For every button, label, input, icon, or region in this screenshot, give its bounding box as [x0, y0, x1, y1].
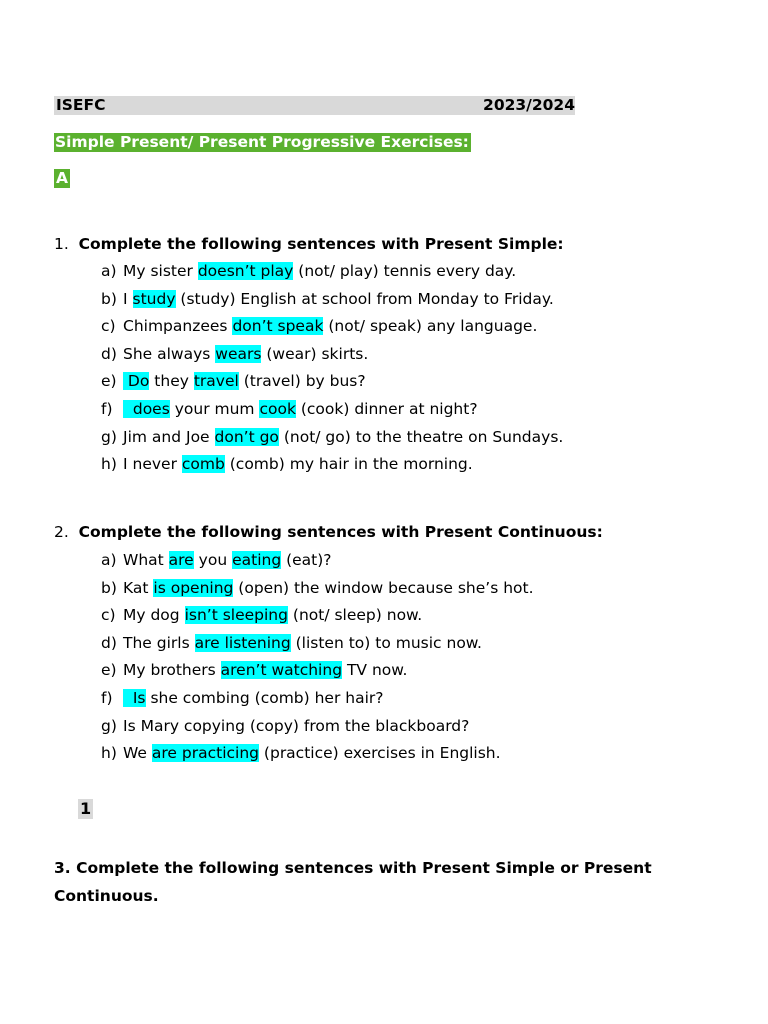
answer-highlight: travel: [193, 372, 239, 391]
school-name: ISEFC: [56, 96, 106, 114]
question-1-heading: [54, 234, 564, 254]
exercise-item: [101, 605, 422, 625]
answer-highlight: are practicing: [151, 744, 259, 763]
item-text: (listen to) to music now.: [290, 633, 482, 652]
item-text: (comb) my hair in the morning.: [224, 455, 473, 474]
item-label: g): [101, 716, 117, 735]
item-label: e): [101, 372, 117, 391]
item-text: (not/ speak) any language.: [323, 317, 538, 336]
exercise-item: [101, 289, 554, 309]
item-label: b): [101, 289, 117, 308]
item-label: b): [101, 578, 117, 597]
page-number: 1: [80, 799, 92, 818]
item-text: she combing (comb) her hair?: [145, 689, 384, 707]
exercise-item: [101, 688, 384, 708]
item-text: My sister: [123, 262, 198, 280]
answer-highlight: study: [132, 289, 176, 308]
answer-highlight: don’t speak: [232, 317, 324, 336]
exercise-item: [101, 399, 478, 419]
item-text: We: [123, 744, 152, 763]
item-label: g): [101, 427, 117, 446]
item-text: Chimpanzees: [123, 317, 233, 336]
item-text: Is Mary copying (copy) from the blackboard?: [123, 716, 470, 735]
item-text: (study) English at school from Monday to Friday.: [175, 289, 554, 308]
exercise-item: [101, 371, 366, 391]
item-text: TV now.: [342, 661, 408, 680]
answer-highlight: isn’t sleeping: [184, 606, 288, 625]
item-label: h): [101, 744, 117, 763]
item-text: (open) the window because she’s hot.: [233, 578, 534, 597]
item-label: d): [101, 344, 117, 363]
answer-highlight: aren’t watching: [220, 661, 343, 680]
exercise-item: [101, 743, 501, 763]
item-text: Kat: [123, 578, 154, 597]
item-text: your mum: [169, 400, 260, 418]
exercise-item: [101, 660, 407, 680]
exercise-item: [101, 316, 537, 336]
item-text: (travel) by bus?: [238, 372, 366, 391]
question-number: 2.: [54, 523, 74, 541]
exercise-item: [101, 550, 332, 570]
item-text: I never: [123, 455, 182, 474]
item-text: I: [123, 289, 133, 308]
exercise-item: [101, 716, 469, 736]
question-2-heading: [54, 522, 603, 542]
answer-highlight: Do: [123, 372, 150, 391]
question-text: Complete the following sentences with Present Continuous:: [78, 523, 603, 541]
exercise-item: [101, 454, 473, 474]
item-label: a): [101, 551, 117, 569]
question-3-heading: 3. Complete the following sentences with Present Simple or Present Continuous.: [54, 859, 652, 905]
answer-highlight: eating: [232, 551, 282, 569]
answer-highlight: Is: [123, 689, 146, 707]
item-text: What: [123, 551, 169, 569]
worksheet-title: Simple Present/ Present Progressive Exercises:: [55, 133, 469, 151]
answer-highlight: comb: [181, 455, 225, 474]
exercise-item: [101, 427, 563, 447]
item-text: She always: [123, 344, 216, 363]
item-text: (cook) dinner at night?: [295, 400, 478, 418]
exercise-item: [101, 344, 368, 364]
answer-highlight: doesn’t play: [197, 262, 294, 280]
answer-highlight: is opening: [153, 578, 234, 597]
answer-highlight: are: [168, 551, 194, 569]
exercise-item: [101, 261, 516, 281]
item-text: (eat)?: [281, 551, 332, 569]
item-label: a): [101, 262, 117, 280]
item-text: The girls: [123, 633, 195, 652]
item-text: My brothers: [123, 661, 221, 680]
document-header: [54, 96, 575, 115]
item-label: c): [101, 606, 116, 625]
item-text: Jim and Joe: [123, 427, 215, 446]
item-text: (wear) skirts.: [261, 344, 369, 363]
school-year: 2023/2024: [483, 96, 575, 114]
item-text: My dog: [123, 606, 185, 625]
exercise-item: [101, 633, 482, 653]
item-text: (not/ sleep) now.: [287, 606, 423, 625]
item-text: (not/ go) to the theatre on Sundays.: [278, 427, 564, 446]
answer-highlight: don’t go: [214, 427, 279, 446]
question-number: 1.: [54, 235, 74, 253]
item-label: f): [101, 689, 113, 707]
item-label: f): [101, 400, 113, 418]
item-text: they: [149, 372, 194, 391]
answer-highlight: does: [123, 400, 170, 418]
exercise-item: [101, 578, 534, 598]
item-label: c): [101, 317, 116, 336]
answer-highlight: are listening: [194, 633, 291, 652]
answer-highlight: cook: [259, 400, 296, 418]
item-text: (practice) exercises in English.: [259, 744, 501, 763]
item-label: d): [101, 633, 117, 652]
section-label: A: [56, 169, 68, 187]
answer-highlight: wears: [215, 344, 262, 363]
item-label: h): [101, 455, 117, 474]
item-text: (not/ play) tennis every day.: [293, 262, 517, 280]
item-text: you: [193, 551, 233, 569]
item-label: e): [101, 661, 117, 680]
question-text: Complete the following sentences with Present Simple:: [78, 235, 564, 253]
